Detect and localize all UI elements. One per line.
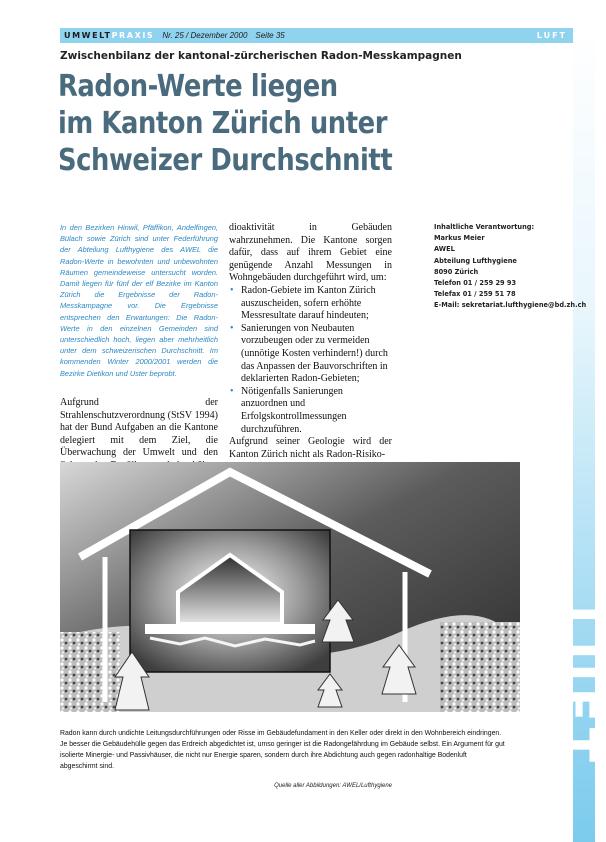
- headline-line-3: Schweizer Durchschnitt: [58, 143, 393, 178]
- bullet-item: • Sanierungen von Neubauten vorzubeugen oder zu vermeiden (unnötige Kosten verhindern!) durch das Anpassen der Bauvorschriften in deklarierten Radon-Gebieten;: [230, 322, 388, 385]
- figure-caption: Radon kann durch undichte Leitungsdurchführungen oder Risse im Gebäudefundament in den Keller oder direkt in den Wohnbereich eindringen. Je besser die Gebäudehülle gegen das Erdreich abgedichtet ist, umso geringer ist die Radongefährdung im Gebäude selbst. Ein Argument für gut isolierte Minergie- und Passivhäuser, die nicht nur Energie sparen, sondern durch ihre Abdichtung auch gegen radonhaltige Bodenluft abgeschirmt sind.: [60, 730, 505, 770]
- headline-line-2: im Kanton Zürich unter: [58, 106, 388, 141]
- foundation-slab: [145, 624, 315, 634]
- gravel-right: [440, 622, 520, 712]
- contact-box: [434, 222, 587, 312]
- contact-fax: Telefax 01 / 259 51 78: [434, 290, 516, 299]
- radon-house-illustration: [60, 462, 520, 712]
- side-section-label: LUFT: [548, 605, 606, 768]
- body-column-2: [229, 222, 392, 461]
- section-label: LUFT: [536, 31, 567, 40]
- magazine-name-part1: UMWELT: [64, 31, 112, 40]
- contact-phone: Telefon 01 / 259 29 93: [434, 279, 517, 288]
- contact-name: Markus Meier: [434, 234, 485, 243]
- bullet-icon: •: [230, 322, 234, 334]
- headline-line-1: Radon-Werte liegen: [58, 69, 338, 104]
- body-column-2-tail: Aufgrund seiner Geologie wird der Kanton Zürich nicht als Radon-Risiko-: [229, 436, 392, 460]
- gravel-left: [60, 632, 120, 712]
- bullet-item: • Nötigenfalls Sanierungen anzuordnen und Erfolgskontrollmessungen durchzuführen.: [230, 385, 347, 435]
- article-headline: [58, 68, 462, 179]
- bullet-icon: •: [230, 284, 234, 296]
- magazine-name-part2: PRAXIS: [111, 31, 155, 40]
- bullet-item: • Radon-Gebiete im Kanton Zürich auszuscheiden, sofern erhöhte Messresultate darauf hindeuten;: [230, 284, 376, 322]
- header-bar: [60, 28, 573, 43]
- contact-org: AWEL: [434, 245, 455, 254]
- article-intro: In den Bezirken Hinwil, Pfäffikon, Andelfingen, Bülach sowie Zürich sind unter Federführung der Abteilung Lufthygiene des AWEL die Radon-Werte in bewohnten und unbewohnten Räumen gemeindeweise untersucht worden. Damit liegen für fünf der elf Bezirke im Kanton Zürich die Ergebnisse der Radon-Messkampagne vor. Die Ergebnisse entsprechen den Erwartungen: Die Radon-Werte in den einzelnen Gemeinden sind unterschiedlich hoch, liegen aber mehrheitlich unter dem schweizerischen Durchschnitt. Im kommenden Winter 2000/2001 werden die Bezirke Dietikon und Uster beprobt.: [60, 223, 218, 378]
- contact-department: Abteilung Lufthygiene: [434, 256, 517, 265]
- bullet-list: [229, 285, 392, 436]
- contact-email: E-Mail: sekretariat.lufthygiene@bd.zh.ch: [434, 301, 587, 310]
- contact-city: 8090 Zürich: [434, 267, 479, 276]
- figure-source: Quelle aller Abbildungen: AWEL/Lufthygiene: [274, 783, 392, 789]
- issue-number: Nr. 25 / Dezember 2000: [162, 31, 248, 40]
- body-column-2-lead: dioaktivität in Gebäuden wahrzunehmen. Die Kantone sorgen dafür, dass auf ihrem Gebiet eine genügende Anzahl Messungen in Wohngebäuden durchgeführt wird, um:: [229, 222, 392, 284]
- magazine-name: [64, 31, 154, 40]
- body-column-1: Aufgrund der Strahlenschutzverordnung (StSV 1994) hat der Bund Aufgaben an die Kantone delegiert mit dem Ziel, die Überwachung der Umwelt und den: [60, 397, 218, 459]
- bullet-icon: •: [230, 385, 234, 397]
- page-number: Seite 35: [255, 31, 285, 40]
- article-kicker: Zwischenbilanz der kantonal-zürcherischen Radon-Messkampagnen: [60, 50, 462, 62]
- contact-title: Inhaltliche Verantwortung:: [434, 223, 535, 231]
